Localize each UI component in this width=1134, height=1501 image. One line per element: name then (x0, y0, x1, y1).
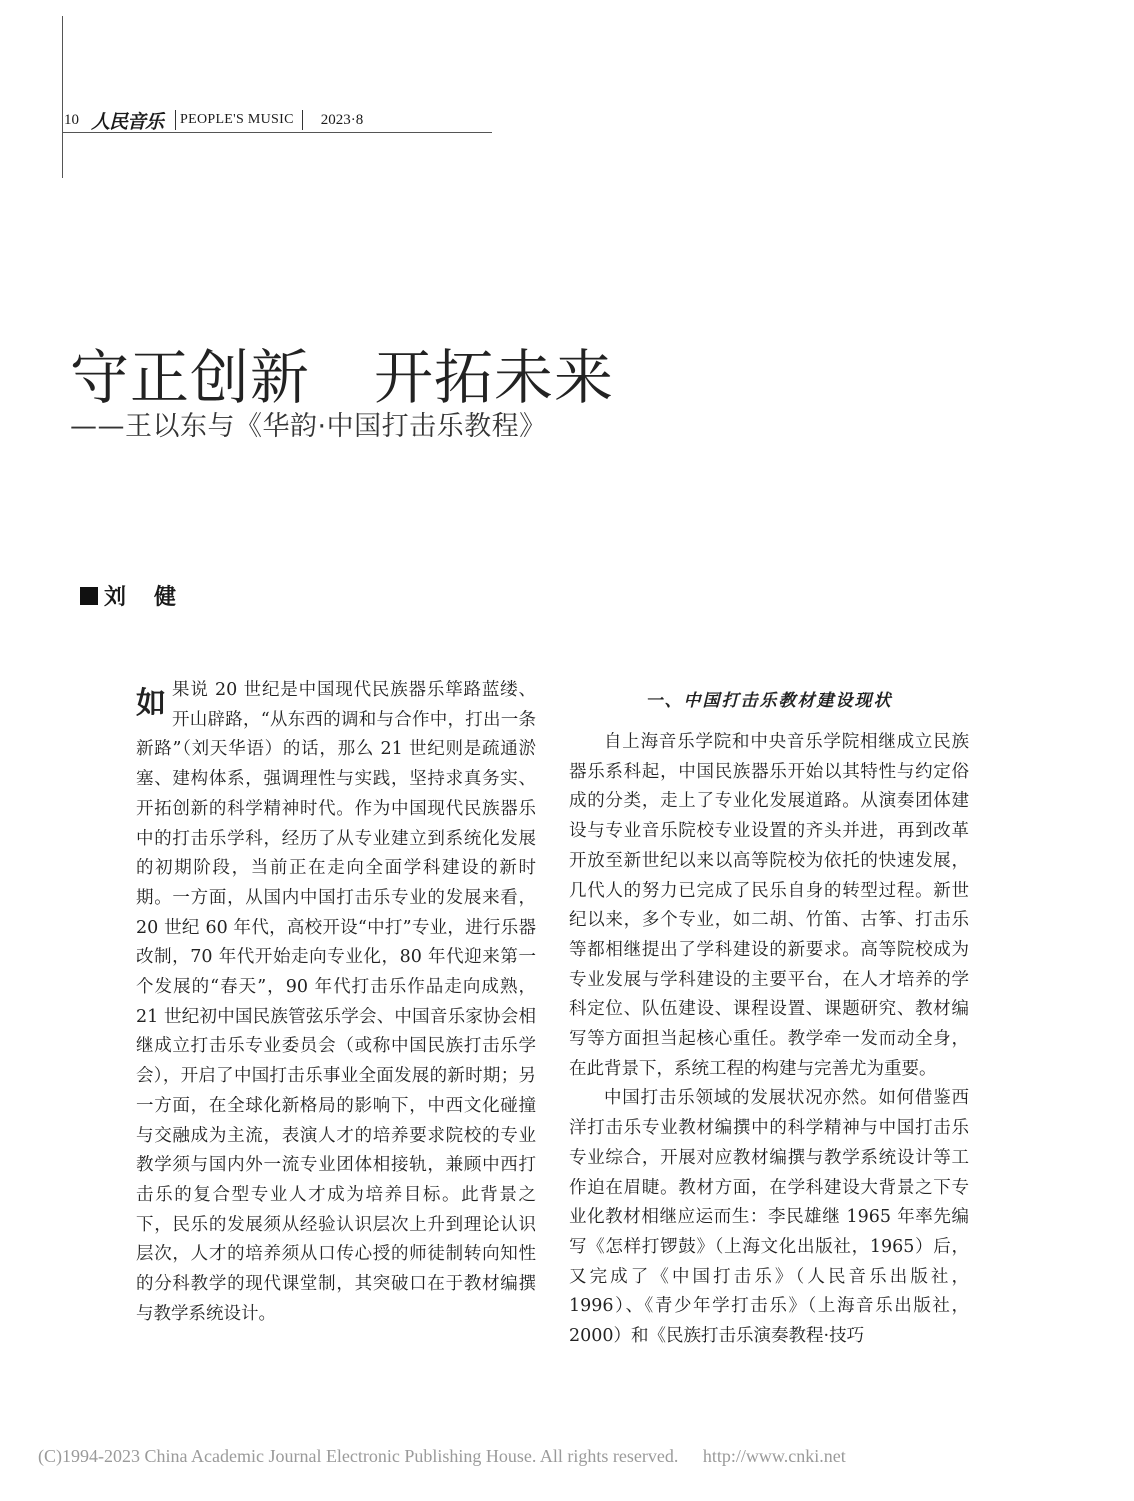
author-byline (80, 580, 176, 611)
header-vertical-rule (62, 16, 63, 178)
header-separator (175, 110, 176, 130)
page-number: 10 (64, 111, 79, 128)
running-header (64, 108, 363, 132)
author-surname: 刘 (104, 585, 127, 610)
article-title (70, 330, 614, 415)
body-paragraph: 果说 20 世纪是中国现代民族器乐筚路蓝缕、开山辟路，“从东西的调和与合作中，打出一条新路”（刘天华语）的话，那么 21 世纪则是疏通淤塞、建构体系，强调理性与实践，坚持求真务实、开拓创新的科学精神时代。作为中国现代民族器乐中的打击乐学科，经历了从专业建立到系统化发展的初期阶段，当前正在走向全面学科建设的新时期。一方面，从国内中国打击乐专业的发展来看，20 世纪 60 年代，高校开设“中打”专业，进行乐器改制，70 年代开始走向专业化，80 年代迎来第一个发展的“春天”，90 年代打击乐作品走向成熟，21 世纪初中国民族管弦乐学会、中国音乐家协会相继成立打击乐专业委员会（或称中国民族打击乐学会），开启了中国打击乐事业全面发展的新时期；另一方面，在全球化新格局的影响下，中西文化碰撞与交融成为主流，表演人才的培养要求院校的专业教学须与国内外一流专业团体相接轨，兼顾中西打击乐的复合型专业人才成为培养目标。此背景之下，民乐的发展须从经验认识层次上升到理论认识层次，人才的培养须从口传心授的师徒制转向知性的分科教学的现代课堂制，其突破口在于教材编撰与教学系统设计。 (136, 680, 536, 1324)
left-column (136, 676, 536, 1329)
drop-cap: 如 (136, 686, 166, 721)
journal-logo: 人民音乐 (91, 110, 164, 133)
copyright-text: (C)1994-2023 China Academic Journal Electronic Publishing House. All rights reserved. (38, 1446, 679, 1466)
copyright-footer (38, 1446, 846, 1467)
header-separator (302, 110, 303, 130)
issue-number: 2023·8 (320, 111, 364, 128)
body-paragraph: 中国打击乐领域的发展状况亦然。如何借鉴西洋打击乐专业教材编撰中的科学精神与中国打击乐专业综合，开展对应教材编撰与教学系统设计等工作迫在眉睫。教材方面，在学科建设大背景之下专业化教材相继应运而生：李民雄继 1965 年率先编写《怎样打锣鼓》（上海文化出版社，1965）后，又完成了《中国打击乐》（人民音乐出版社，1996）、《青少年学打击乐》（上海音乐出版社，2000）和《民族打击乐演奏教程·技巧 (569, 1088, 969, 1347)
title-part-2: 开拓未来 (374, 343, 615, 412)
body-paragraph: 自上海音乐学院和中央音乐学院相继成立民族器乐系科起，中国民族器乐开始以其特性与约定俗成的分类，走上了专业化发展道路。从演奏团体建设与专业音乐院校专业设置的齐头并进，再到改革开放至新世纪以来以高等院校为依托的快速发展，几代人的努力已完成了民乐自身的转型过程。新世纪以来，多个专业，如二胡、竹笛、古筝、打击乐等都相继提出了学科建设的新要求。高等院校成为专业发展与学科建设的主要平台，在人才培养的学科定位、队伍建设、课程设置、课题研究、教材编写等方面担当起核心重任。教学牵一发而动全身，在此背景下，系统工程的构建与完善尤为重要。 (569, 732, 969, 1079)
right-column (569, 686, 969, 1352)
title-part-1: 守正创新 (70, 343, 311, 412)
article-subtitle: ——王以东与《华韵·中国打击乐教程》 (70, 411, 547, 442)
journal-english-name: PEOPLE'S MUSIC (180, 112, 294, 127)
author-given-name: 健 (154, 585, 177, 610)
cnki-url: http://www.cnki.net (702, 1446, 846, 1466)
section-heading: 一、中国打击乐教材建设现状 (645, 691, 893, 711)
square-bullet-icon (80, 587, 98, 605)
